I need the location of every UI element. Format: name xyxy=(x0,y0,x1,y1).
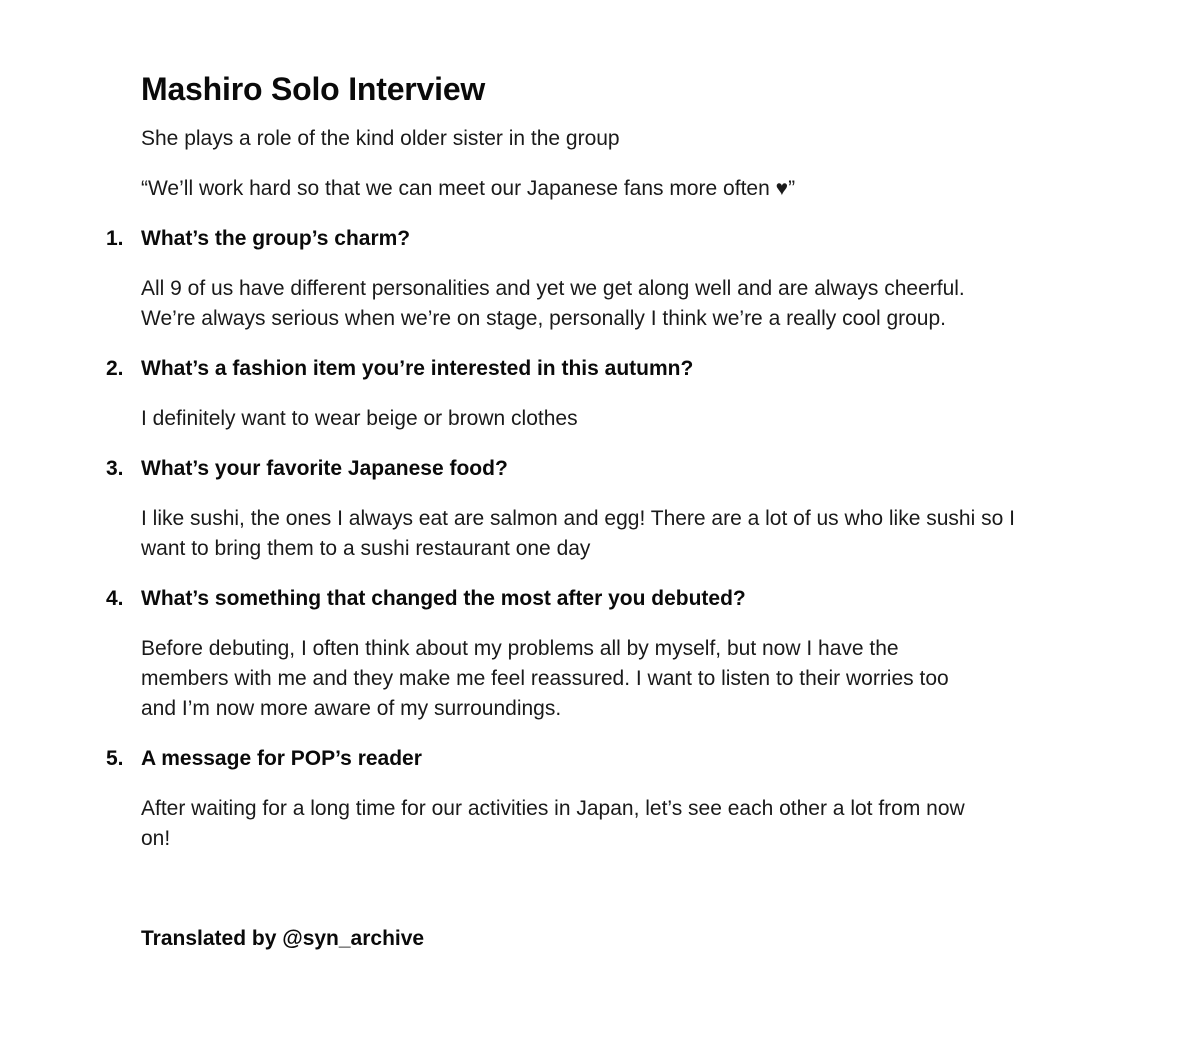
question-text: What’s something that changed the most after you debuted? xyxy=(141,587,746,610)
question-heading xyxy=(106,354,693,384)
answer-line: Before debuting, I often think about my problems all by myself, but now I have the xyxy=(141,637,899,660)
question-heading xyxy=(106,584,746,614)
answer-text xyxy=(141,274,1141,334)
question-number: 1. xyxy=(106,227,124,250)
answer-text xyxy=(141,634,1141,724)
question-heading xyxy=(106,744,422,774)
question-text: What’s your favorite Japanese food? xyxy=(141,457,508,480)
question-number: 3. xyxy=(106,457,124,480)
question-heading xyxy=(106,454,508,484)
answer-line: members with me and they make me feel reassured. I want to listen to their worries too xyxy=(141,667,949,690)
answer-text xyxy=(141,504,1141,564)
answer-text xyxy=(141,794,1141,854)
answer-line: After waiting for a long time for our activities in Japan, let’s see each other a lot from now xyxy=(141,797,965,820)
answer-line: on! xyxy=(141,827,171,850)
answer-line: and I’m now more aware of my surroundings. xyxy=(141,697,562,720)
question-number: 5. xyxy=(106,747,124,770)
subtitle: She plays a role of the kind older sister in the group xyxy=(141,127,620,150)
answer-line: I definitely want to wear beige or brown clothes xyxy=(141,407,578,430)
question-number: 4. xyxy=(106,587,124,610)
question-heading xyxy=(106,224,410,254)
quote: “We’ll work hard so that we can meet our Japanese fans more often ♥” xyxy=(141,177,796,200)
answer-text xyxy=(141,404,1141,434)
answer-line: want to bring them to a sushi restaurant one day xyxy=(141,537,591,560)
answer-line: I like sushi, the ones I always eat are salmon and egg! There are a lot of us who like sushi so I xyxy=(141,507,1015,530)
answer-line: We’re always serious when we’re on stage, personally I think we’re a really cool group. xyxy=(141,307,947,330)
translator-credit: Translated by @syn_archive xyxy=(141,927,425,950)
question-number: 2. xyxy=(106,357,124,380)
answer-line: All 9 of us have different personalities and yet we get along well and are always cheerful. xyxy=(141,277,965,300)
question-text: A message for POP’s reader xyxy=(141,747,422,770)
question-text: What’s a fashion item you’re interested in this autumn? xyxy=(141,357,694,380)
page-title: Mashiro Solo Interview xyxy=(141,71,486,107)
question-text: What’s the group’s charm? xyxy=(141,227,411,250)
